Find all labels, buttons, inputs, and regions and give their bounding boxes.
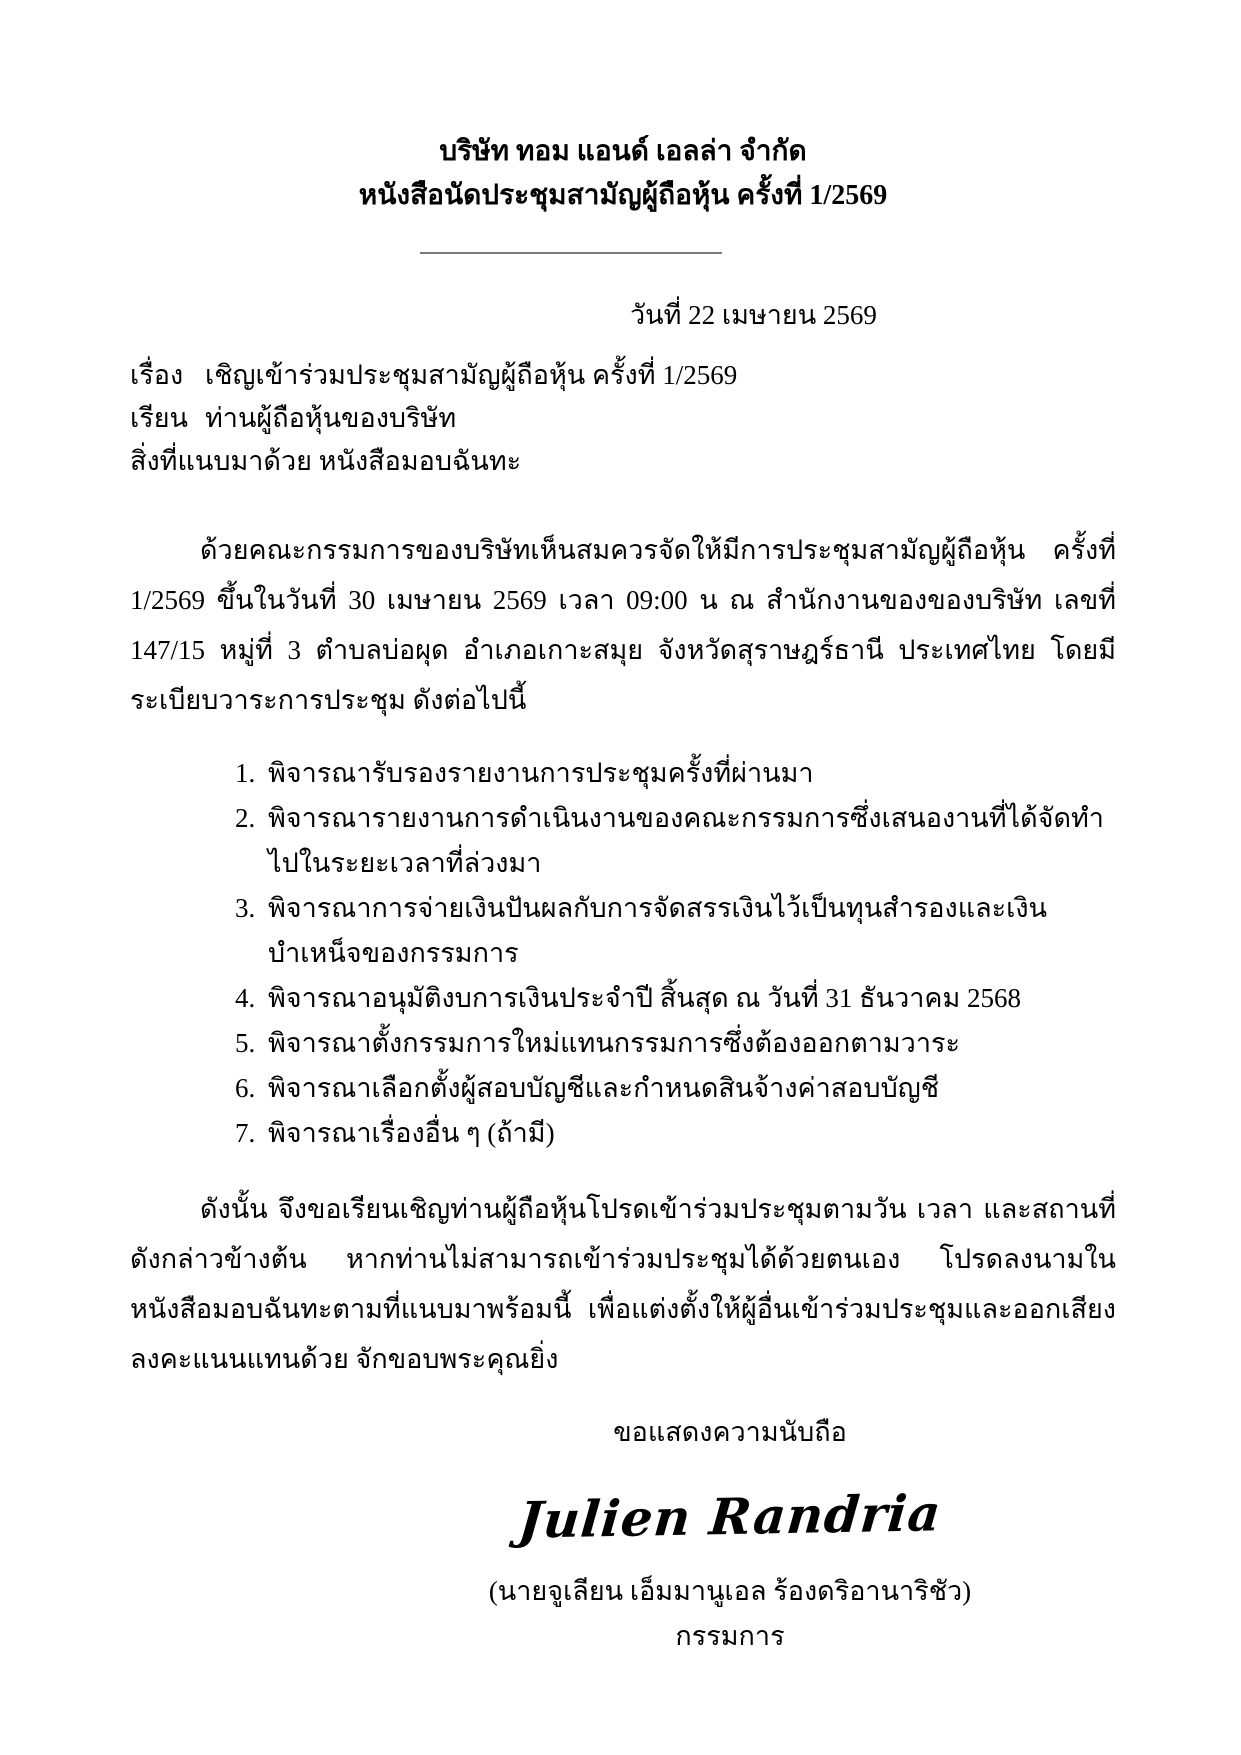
subject-value: เชิญเข้าร่วมประชุมสามัญผู้ถือหุ้น ครั้งที่ 1/2569	[205, 360, 738, 390]
agenda-item-3: 3. พิจารณาการจ่ายเงินปันผลกับการจัดสรรเงินไว้เป็นทุนสำรองและเงินบำเหน็จของกรรมการ	[262, 886, 1116, 976]
agenda-item-4: 4. พิจารณาอนุมัติงบการเงินประจำปี สิ้นสุด ณ วันที่ 31 ธันวาคม 2568	[262, 976, 1116, 1021]
signer-name: (นายจูเลียน เอ็มมานูเอล ร้องดริอานาริชัว)	[488, 1576, 972, 1606]
agenda-item-2: 2. พิจารณารายงานการดำเนินงานของคณะกรรมการซึ่งเสนองานที่ได้จัดทำไปในระยะเวลาที่ล่วงมา	[262, 796, 1116, 886]
horizontal-divider	[420, 252, 722, 254]
document-title: หนังสือนัดประชุมสามัญผู้ถือหุ้น ครั้งที่ 1/2569	[358, 180, 888, 211]
agenda-item-6: 6. พิจารณาเลือกตั้งผู้สอบบัญชีและกำหนดสินจ้างค่าสอบบัญชี	[262, 1066, 1116, 1111]
recipient-label: เรียน	[130, 403, 189, 433]
agenda-item-1: 1. พิจารณารับรองรายงานการประชุมครั้งที่ผ่านมา	[262, 751, 1116, 796]
signer-title: กรรมการ	[675, 1621, 785, 1651]
handwritten-signature: Julien Randria	[516, 1483, 944, 1550]
letter-meta	[130, 354, 1116, 483]
attachment-line: สิ่งที่แนบมาด้วย หนังสือมอบฉันทะ	[130, 446, 522, 476]
closing-paragraph: ดังนั้น จึงขอเรียนเชิญท่านผู้ถือหุ้นโปรดเข้าร่วมประชุมตามวัน เวลา และสถานที่ดังกล่าวข้างต้น หากท่านไม่สามารถเข้าร่วมประชุมได้ด้วยตนเอง โปรดลงนามในหนังสือมอบฉันทะตามที่แนบมาพร้อมนี้ เพื่อแต่งตั้งให้ผู้อื่นเข้าร่วมประชุมและออกเสียงลงคะแนนแทนด้วย จักขอบพระคุณยิ่ง	[130, 1194, 1116, 1374]
subject-row	[130, 354, 1116, 397]
intro-paragraph: ด้วยคณะกรรมการของบริษัทเห็นสมควรจัดให้มีการประชุมสามัญผู้ถือหุ้น ครั้งที่ 1/2569 ขึ้นในวันที่ 30 เมษายน 2569 เวลา 09:00 น ณ สำนักงานของของบริษัท เลขที่ 147/15 หมู่ที่ 3 ตำบลบ่อผุด อำเภอเกาะสมุย จังหวัดสุราษฎร์ธานี ประเทศไทย โดยมีระเบียบวาระการประชุม ดังต่อไปนี้	[130, 535, 1116, 715]
company-name: บริษัท ทอม แอนด์ เอลล่า จำกัด	[439, 136, 807, 167]
document-date: วันที่ 22 เมษายน 2569	[630, 300, 877, 330]
recipient-value: ท่านผู้ถือหุ้นของบริษัท	[205, 403, 457, 433]
subject-label: เรื่อง	[130, 360, 184, 390]
agenda-item-5: 5. พิจารณาตั้งกรรมการใหม่แทนกรรมการซึ่งต้องออกตามวาระ	[262, 1021, 1116, 1066]
agenda-list	[130, 751, 1116, 1156]
agenda-item-7: 7. พิจารณาเรื่องอื่น ๆ (ถ้ามี)	[262, 1111, 1116, 1156]
signoff-text: ขอแสดงความนับถือ	[613, 1417, 847, 1447]
signature-block	[480, 1410, 980, 1659]
recipient-row	[130, 397, 1116, 440]
